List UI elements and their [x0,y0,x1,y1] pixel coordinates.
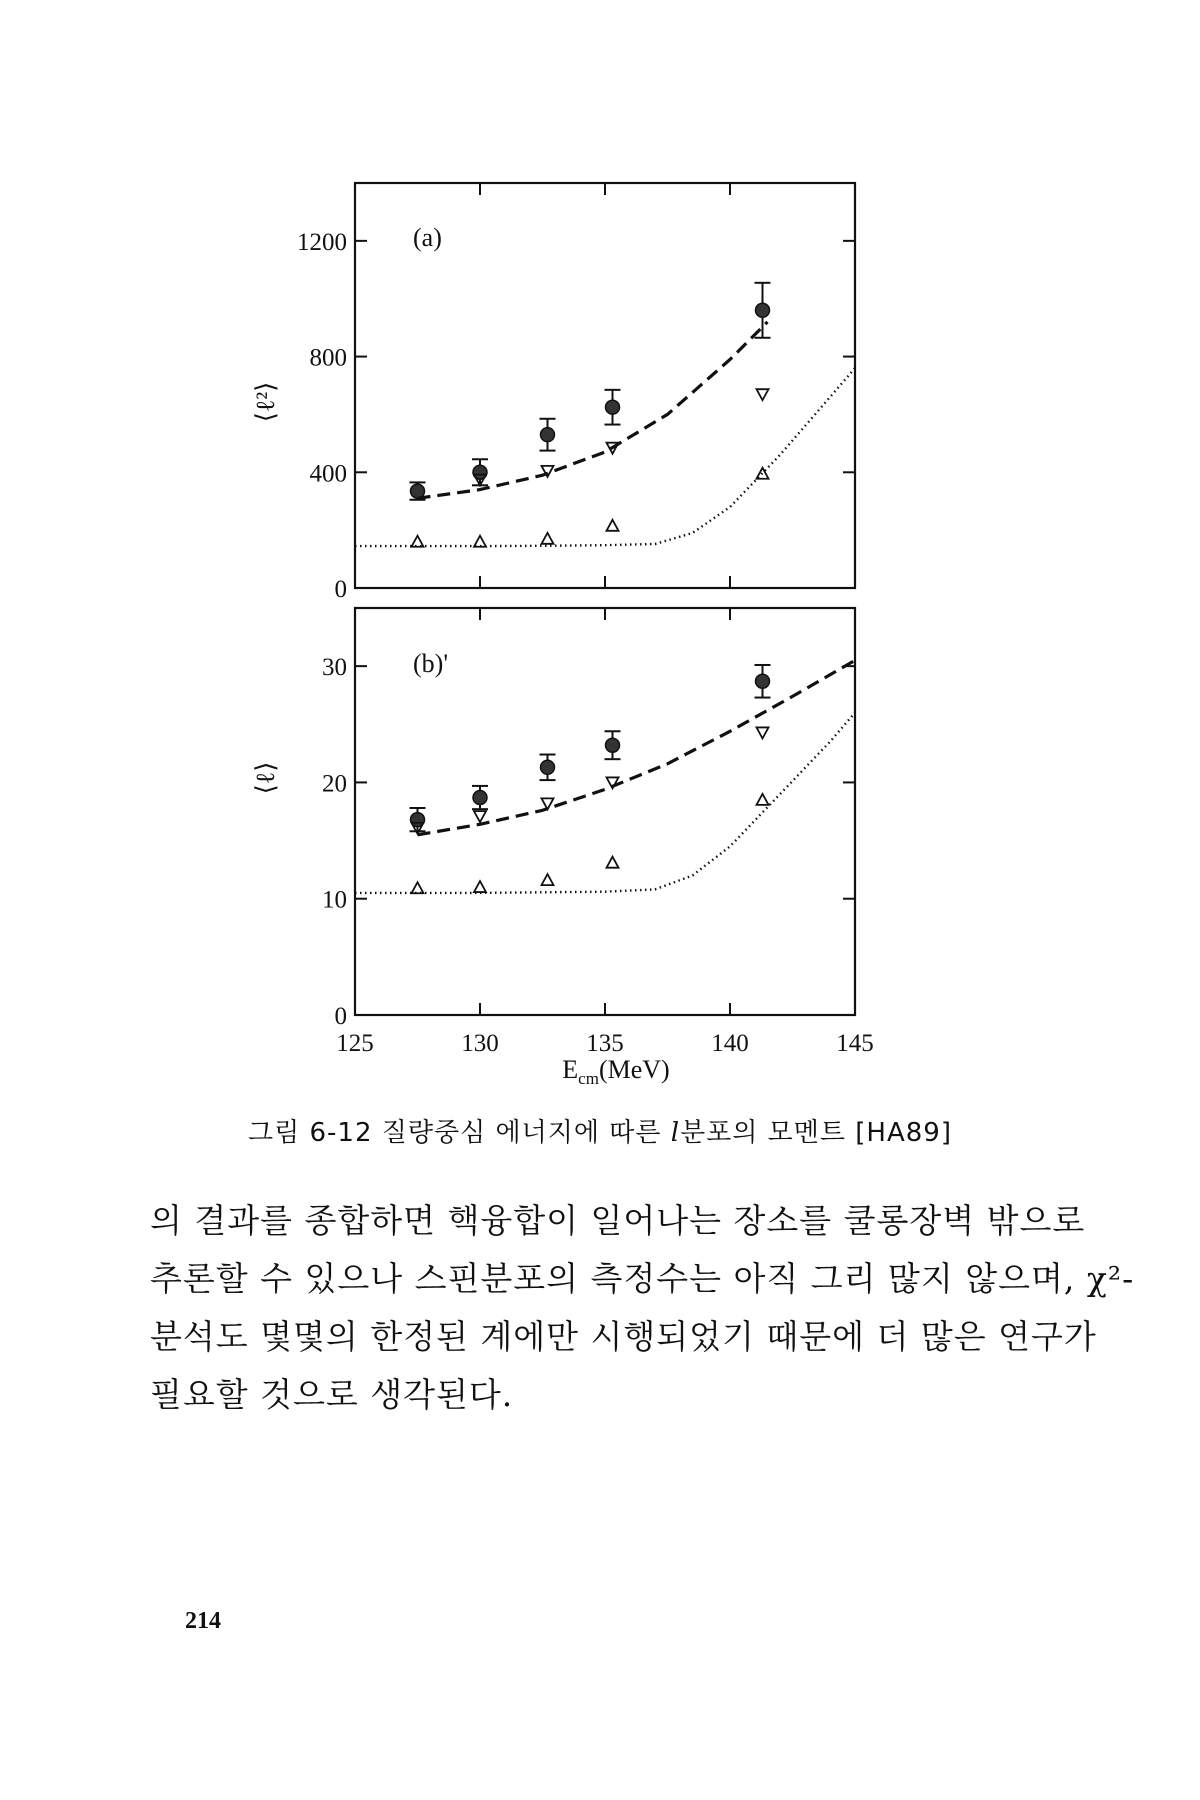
y-tick-label: 0 [334,576,347,603]
data-point-circle [606,738,620,752]
x-axis-label [562,1055,669,1088]
y-tick-label: 30 [322,654,347,682]
data-point-circle [411,484,425,498]
x-axis-label-sub: cm [578,1069,599,1088]
y-tick-label: 10 [322,886,347,914]
panel-a-label: (a) [413,223,442,252]
page-number: 214 [185,1608,221,1634]
data-point-triangle-down [757,727,769,738]
body-line: 필요할 것으로 생각된다. [150,1375,514,1414]
data-point-triangle-down [757,389,769,400]
data-point-triangle-up [607,857,619,868]
data-point-triangle-up [474,881,486,892]
figure-caption [0,1112,1200,1149]
y-tick-label: 800 [309,344,347,372]
data-point-circle [756,674,770,688]
panel-a-series [355,283,855,547]
y-tick-label: 20 [322,770,347,798]
panel-b-xtick-labels [336,1030,874,1057]
data-point-circle [473,791,487,805]
panel-a-ytick-labels [297,229,347,603]
caption-prefix: 그림 6-12 질량중심 에너지에 따른 [248,1118,671,1148]
body-paragraph [150,1192,1135,1424]
x-axis-label-main: E [562,1055,579,1084]
dotted-curve [355,368,855,546]
body-line: 의 결과를 종합하면 핵융합이 일어나는 장소를 쿨롱장벽 밖으로 [150,1201,1086,1240]
data-point-triangle-up [542,533,554,544]
panel-b-label: (b)' [413,649,449,678]
x-tick-label: 145 [836,1030,874,1057]
y-tick-label: 1200 [297,228,347,256]
x-tick-label: 130 [461,1030,499,1057]
data-point-triangle-up [607,520,619,531]
data-point-triangle-up [757,794,769,805]
data-point-circle [541,760,555,774]
body-line: 추론할 수 있으나 스핀분포의 측정수는 아직 그리 많지 않으며, χ²- [150,1259,1135,1298]
panel-b [251,608,874,1088]
x-tick-label: 125 [336,1030,374,1057]
panel-b-ytick-labels [322,654,347,1030]
caption-italic-l: l [670,1118,681,1148]
dashed-curve [418,322,768,498]
data-point-circle [756,303,770,317]
x-tick-label: 135 [586,1030,624,1057]
panel-b-series [355,660,855,893]
y-tick-label: 400 [309,460,347,488]
y-tick-label: 0 [334,1003,347,1030]
data-point-triangle-up [412,536,424,547]
data-point-circle [541,428,555,442]
data-point-triangle-down [474,811,486,822]
panel-a [251,183,855,603]
x-axis-label-unit: (MeV) [598,1055,670,1084]
data-point-triangle-up [542,874,554,885]
body-line: 분석도 몇몇의 한정된 계에만 시행되었기 때문에 더 많은 연구가 [150,1317,1097,1356]
dotted-curve [355,713,855,893]
panel-a-ylabel: ⟨ℓ²⟩ [251,381,280,423]
data-point-triangle-up [412,882,424,893]
x-tick-label: 140 [711,1030,749,1057]
panel-b-ylabel: ⟨ℓ⟩ [251,761,280,795]
data-point-circle [606,400,620,414]
caption-suffix: 분포의 모멘트 [HA89] [680,1118,952,1148]
